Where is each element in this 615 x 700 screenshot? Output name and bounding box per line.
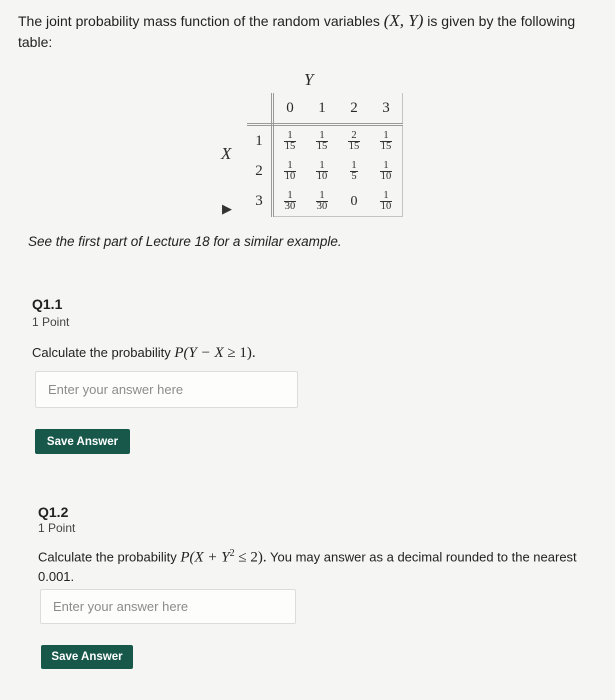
table-row [247, 125, 403, 157]
table-cell: $\frac{1}{5}$ [351, 159, 357, 182]
intro-variables: (X, Y) [383, 11, 424, 30]
table-cell: $\frac{1}{15}$ [284, 129, 296, 152]
q1-title: Q1.1 [32, 296, 63, 312]
table-cell: $\frac{1}{10}$ [370, 186, 403, 217]
table-row [247, 186, 403, 217]
q2-save-answer-button[interactable]: Save Answer [41, 645, 133, 669]
table-cell: $\frac{1}{10}$ [316, 159, 328, 182]
q1-points: 1 Point [32, 315, 70, 329]
col-header: 1 [306, 93, 338, 125]
table-cell: $\frac{1}{10}$ [370, 156, 403, 186]
q1-answer-input[interactable] [35, 371, 298, 408]
table-cell: 0 [338, 186, 370, 217]
lecture-hint: See the first part of Lecture 18 for a similar example. [28, 234, 342, 249]
col-header: 0 [273, 93, 307, 125]
table-cell: $\frac{1}{15}$ [370, 125, 403, 157]
row-header: 1 [247, 125, 273, 157]
q2-prompt: Calculate the probability $P(X + Y^2 \le 2)$. You may answer as a decimal rounded to the nearest 0.001. [38, 548, 577, 585]
x-axis-label: X [221, 144, 232, 163]
q1-prompt: Calculate the probability P(Y − X ≥ 1). [32, 345, 256, 361]
col-header: 2 [338, 93, 370, 125]
col-header: 3 [370, 93, 403, 125]
y-axis-label: Y [304, 70, 314, 89]
problem-intro [18, 10, 598, 53]
table-corner [247, 93, 273, 125]
q2-points: 1 Point [38, 521, 76, 535]
mouse-pointer-icon: ▶ [222, 201, 232, 216]
row-header: 3 [247, 186, 273, 217]
table-cell: $\frac{1}{30}$ [306, 186, 338, 217]
table-cell: $\frac{1}{10}$ [284, 159, 296, 182]
table-cell: $\frac{1}{30}$ [273, 186, 307, 217]
intro-text-after: is given by the following table: [18, 13, 576, 50]
table-cell: $\frac{2}{15}$ [348, 129, 360, 152]
q1-save-answer-button[interactable]: Save Answer [35, 429, 130, 454]
q2-title: Q1.2 [38, 504, 69, 520]
intro-text-before: The joint probability mass function of the random variables [18, 13, 384, 29]
q2-answer-input[interactable] [40, 589, 296, 624]
pmf-table [247, 93, 403, 217]
table-row [247, 156, 403, 186]
row-header: 2 [247, 156, 273, 186]
table-cell: $\frac{1}{15}$ [316, 129, 328, 152]
